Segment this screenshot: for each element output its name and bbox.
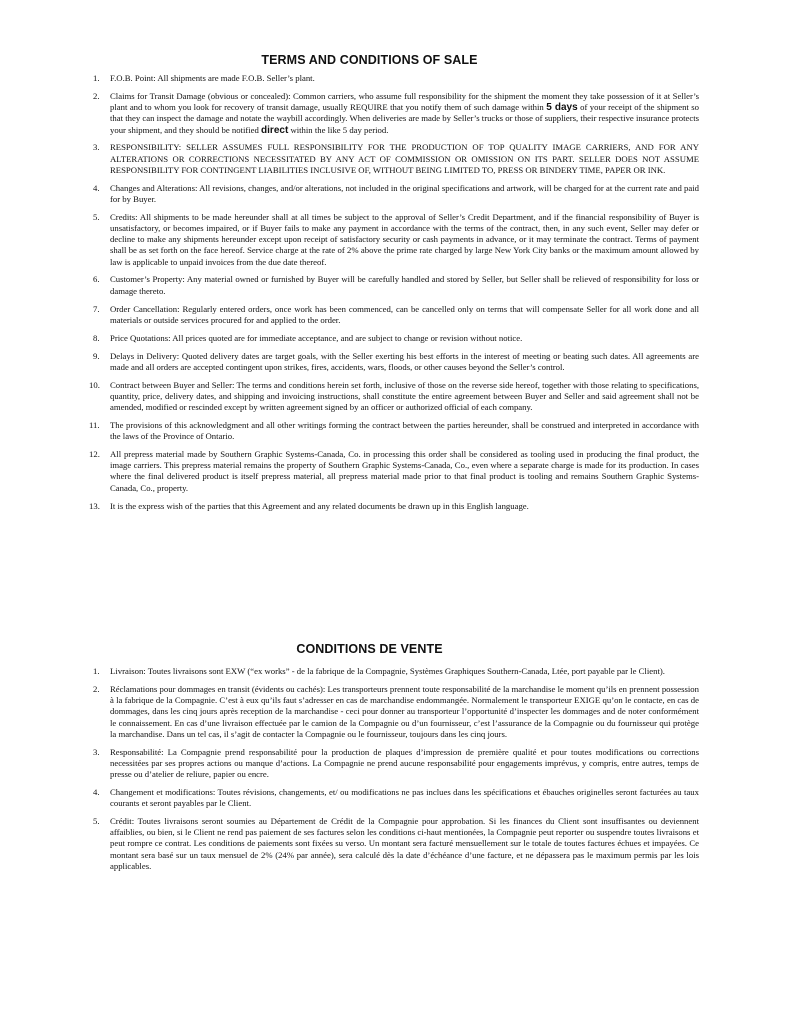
clause bbox=[93, 142, 699, 176]
clause-number: 2. bbox=[93, 90, 100, 101]
english-clause-list bbox=[89, 73, 700, 518]
clause-number: 11. bbox=[89, 419, 100, 430]
clause-text: Changes and Alterations: All revisions, changes, and/or alterations, not included in the original specifications and artwork, will be charged for at the current rate and paid for by Buyer. bbox=[110, 182, 699, 204]
clause-text: It is the express wish of the parties that this Agreement and any related documents be drawn up in this English language. bbox=[110, 500, 529, 511]
clause bbox=[93, 73, 699, 84]
clause-text: within the like 5 day period. bbox=[290, 124, 389, 135]
clause-number: 3. bbox=[93, 142, 100, 153]
clause-text: Customer’s Property: Any material owned or furnished by Buyer will be carefully handled and stored by Seller, but Seller shall be relieved of responsibility for loss or damage thereto. bbox=[110, 274, 699, 296]
clause bbox=[93, 684, 699, 740]
clause-text: All prepress material made by Southern Graphic Systems-Canada, Co. in processing this order shall be considered as tooling used in producing the final product, the image carriers. This prepress material remains the property of Southern Graphic Systems-Canada, Co., even where a separate charge is made for its production. In cases where the final delivered product is itself prepress material, all prepress material made prior to that final product is tooling and remains Southern Graphic Systems-Canada, Co., property. bbox=[110, 449, 699, 493]
clause-text: The provisions of this acknowledgment and all other writings forming the contract between the parties hereunder, shall be construed and interpreted in accordance with the laws of the Province of Ontario. bbox=[110, 419, 699, 442]
clause-text: Contract between Buyer and Seller: The terms and conditions herein set forth, inclusive of those on the reverse side hereof, together with those relating to specifications, quantity, price, delivery dates, and shipping and invoicing instructions, shall constitute the entire agreement between Buyer and Seller and said agreement shall not be amended, modified or rescinded except by written agreement signed by an officer or authorized official of each company. bbox=[110, 379, 699, 413]
clause bbox=[93, 816, 699, 872]
clause bbox=[89, 449, 699, 494]
clause-text: Crédit: Toutes livraisons seront soumies au Département de Crédit de la Compagnie pour approbation. Si les finances du Client sont insuffisantes ou deviennent affaiblies, ou bien, si le Client ne rend pas paiement de ses factures selon les conditions ci-haut mentionées, la Compagnie peut reporter ou suspendre toutes livraisons et peut rompre ce contrat. Les conditions de paiements sont fixées su verso. Un montant sera facturé mensuellement sur le totale de toutes factures échues et impayées. Ce montant sera basé sur un taux mensuel de 2% (24% par année), sera calculé dès la date d’échéance d’une facture, et ne dépassera pas le maximum permis par les lois applicables. bbox=[110, 815, 699, 871]
english-title: TERMS AND CONDITIONS OF SALE bbox=[261, 53, 478, 67]
clause bbox=[93, 274, 699, 296]
clause-number: 3. bbox=[93, 746, 100, 757]
clause-number: 8. bbox=[93, 332, 100, 343]
clause bbox=[93, 183, 699, 205]
emphasis-direct: direct bbox=[261, 124, 289, 136]
clause bbox=[89, 500, 699, 512]
clause bbox=[93, 212, 699, 268]
clause bbox=[93, 747, 699, 781]
clause bbox=[89, 419, 699, 442]
clause-text: Delays in Delivery: Quoted delivery dates are target goals, with the Seller exerting his best efforts in the interest of meeting or beating such dates. All agreements are made and all orders are accepted contingent upon strikes, fires, accidents, wars, floods, or other causes beyond the Seller’s control. bbox=[110, 350, 699, 372]
french-title: CONDITIONS DE VENTE bbox=[296, 642, 443, 656]
clause-number: 1. bbox=[93, 73, 100, 83]
clause-number: 13. bbox=[89, 500, 100, 511]
clause-text: Order Cancellation: Regularly entered orders, once work has been commenced, can be cancelled only on terms that will compensate Seller for all work done and all materials or outside services procured for and applied to the order. bbox=[110, 303, 699, 325]
clause-number: 1. bbox=[93, 666, 100, 676]
clause-text: Price Quotations: All prices quoted are for immediate acceptance, and are subject to change or revision without notice. bbox=[110, 332, 523, 343]
clause-number: 4. bbox=[93, 786, 100, 797]
clause-text: of your receipt of the shipment so that they can inspect the damage and notate the waybill accordingly. When deliveries are made by Seller’s trucks or those of suppliers, their respective insurance protects your shipment, and they should be notified bbox=[110, 102, 700, 135]
emphasis-five-days: 5 days bbox=[546, 102, 578, 114]
clause-text: Responsabilité: La Compagnie prend responsabilité pour la production de plaques d’impression de première qualité et pour toutes modifications ou corrections necessitées par ses propres actions ou manque d’actions. La Compagnie ne prend aucune responsabilité pour engagements imprévus, y compris, entre autres, temps de presse ou d’atelier de reliure, papier ou encre. bbox=[110, 746, 699, 779]
clause-number: 9. bbox=[93, 350, 100, 361]
clause-text: RESPONSIBILITY: SELLER ASSUMES FULL RESPONSIBILITY FOR THE PRODUCTION OF TOP QUALITY IMAGE CARRIERS, AND FOR ANY ALTERATIONS OR CORRECTIONS NECESSITATED BY ANY ACT OF COMMISSION OR OMISSION ON ITS PART. SELLER DOES NOT ASSUME RESPONSIBILITY FOR CONTINGENT LIABILITIES INCLUSIVE OF, WITHOUT BEING LIMITED TO, PRESS OR BINDERY TIME, PAPER OR INK. bbox=[110, 142, 699, 175]
clause bbox=[93, 304, 699, 326]
clause bbox=[93, 91, 699, 136]
clause bbox=[93, 787, 699, 809]
clause-text: Changement et modifications: Toutes révisions, changements, et/ ou modifications ne pas inclues dans les spécifications et ébauches originelles seront facturées au taux courants et seront payables par le Client. bbox=[110, 786, 699, 809]
clause bbox=[93, 333, 699, 344]
clause-number: 7. bbox=[93, 303, 100, 314]
clause-number: 12. bbox=[89, 449, 100, 460]
clause bbox=[93, 351, 699, 373]
clause-number: 6. bbox=[93, 274, 100, 285]
clause-number: 10. bbox=[89, 379, 100, 390]
clause-text: F.O.B. Point: All shipments are made F.O.B. Seller’s plant. bbox=[110, 73, 315, 83]
clause-number: 5. bbox=[93, 211, 100, 222]
clause-text: Credits: All shipments to be made hereunder shall at all times be subject to the approval of Seller’s Credit Department, and if the financial responsibility of Buyer is unsatisfactory, or becomes impaired, or if Buyer fails to make any payment in accordance with the terms of the contract, then, in any such event, Seller may defer or decline to make any shipments hereunder except upon receipt of satisfactory security or cash payments in advance, or it may terminate the contract. Terms of payment shall be as set forth on the face hereof. Service charge at the rate of 2% above the prime rate charged by large New York City banks or the maximum amount allowed by law is applicable to unpaid invoices from the due date thereof. bbox=[110, 211, 699, 267]
french-clause-list bbox=[93, 666, 699, 879]
clause-number: 2. bbox=[93, 683, 100, 694]
clause-text: Claims for Transit Damage (obvious or concealed): Common carriers, who assume full responsibility for the shipment the moment they take possession of it at Seller’s plant and to whom you look for recovery of transit damage, usually REQUIRE that you notify them of such damage within bbox=[110, 90, 699, 113]
clause bbox=[93, 666, 699, 677]
clause-number: 5. bbox=[93, 815, 100, 826]
clause-text: Livraison: Toutes livraisons sont EXW (“ex works” - de la fabrique de la Compagnie, Systèmes Graphiques Southern-Canada, Ltée, port payable par le Client). bbox=[110, 666, 665, 676]
clause bbox=[89, 379, 699, 414]
clause-text: Réclamations pour dommages en transit (évidents ou cachés): Les transporteurs prennent toute responsabilité de la marchandise le moment qu’ils en prennent possession à la fabrique de la Compagnie. C’est à eux qu’ils faut s’adresser en cas de marchandise endommangée. Normalement le transporteur EXIGE qu’on le contacte, en cas de dommages, dans les cinq jours après reception de la marchandise - ceci pour donner au transporteur l’opportunité d’inspecter les dommages and de noter conformément le connaissement. En cas d’une livraison effectuée par le camion de la Compagnie ou d’un fournisseur, c’est l’assurance de la Compagnie ou du fournisseur qui protège la marchandise. Dans un tel cas, il s’agit de contacter la Compagnie ou le fournisseur, toujours dans les cinq jours. bbox=[110, 683, 699, 739]
clause-number: 4. bbox=[93, 182, 100, 193]
